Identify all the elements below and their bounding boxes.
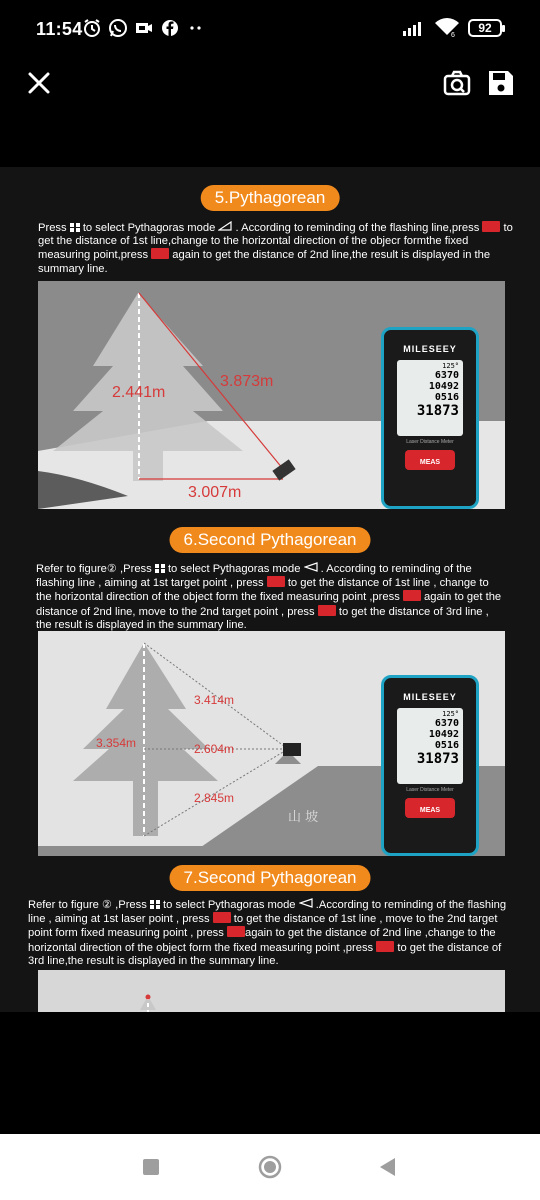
device-brand: MILESEEY bbox=[403, 692, 457, 702]
wifi-icon bbox=[434, 18, 460, 38]
whatsapp-icon bbox=[108, 18, 128, 38]
system-nav-bar bbox=[0, 1134, 540, 1200]
section-5-instructions: Press to select Pythagoras mode . According to reminding of the flashing line,press to get the distance of 1st line,change to the horizontal direction of the objecr formthe fixed measuring point,press again to get the distance of 2nd line,the result is displayed in the summary line. bbox=[38, 222, 513, 275]
section-7-instructions: Refer to figure ② ,Press to select Pythagoras mode .According to reminding of the flashing line , aiming at 1st laser point , press to get the distance of 1st line , move to the 2nd target point form fixed measuring point , press again to get the distance of 2nd line ,change to the horizontal direction of the object form the fixed measuring point ,press to get the distance of 3rd line,the result is displayed in the summary line. bbox=[28, 899, 507, 967]
meas-key-icon bbox=[227, 926, 245, 937]
section-title-pythagorean: 5.Pythagorean bbox=[201, 185, 340, 211]
triangle-mode-icon bbox=[304, 562, 318, 572]
meas-key-icon bbox=[403, 590, 421, 601]
triangle-mode-icon bbox=[299, 898, 313, 908]
status-bar bbox=[0, 0, 540, 60]
screen-record-icon bbox=[134, 18, 154, 38]
more-dots-icon bbox=[186, 18, 206, 38]
meas-key-icon bbox=[318, 605, 336, 616]
device-meas-key: MEAS bbox=[405, 798, 455, 818]
section-title-second-pythagorean: 6.Second Pythagorean bbox=[170, 527, 371, 553]
mode-key-icon bbox=[155, 564, 165, 573]
meas-key-icon bbox=[267, 576, 285, 587]
battery-icon bbox=[468, 19, 502, 37]
notification-icons bbox=[82, 18, 206, 38]
measure-label-2-441: 2.441m bbox=[112, 384, 166, 401]
figure-pythagorean bbox=[38, 281, 505, 509]
save-icon[interactable] bbox=[486, 68, 516, 98]
device-screen: 125° 6370 10492 0516 31873 bbox=[397, 708, 463, 784]
measure-label-2-604: 2.604m bbox=[194, 742, 235, 756]
signal-icon bbox=[402, 19, 426, 37]
meas-key-icon bbox=[482, 221, 500, 232]
measure-label-2-845: 2.845m bbox=[194, 791, 235, 805]
back-triangle-icon[interactable] bbox=[375, 1154, 401, 1180]
status-time: 11:54 bbox=[36, 19, 83, 39]
battery-level: 92 bbox=[478, 21, 492, 35]
viewer-toolbar bbox=[0, 60, 540, 110]
product-image[interactable] bbox=[0, 167, 540, 1012]
triangle-mode-icon bbox=[218, 221, 232, 231]
mode-key-icon bbox=[150, 900, 160, 909]
laser-meter-device bbox=[381, 327, 479, 509]
measure-label-3-414: 3.414m bbox=[194, 693, 235, 707]
device-brand: MILESEEY bbox=[403, 344, 457, 354]
measure-label-3-007: 3.007m bbox=[188, 484, 242, 501]
recents-square-icon[interactable] bbox=[138, 1154, 164, 1180]
figure-second-pythagorean bbox=[38, 631, 505, 856]
section-6-instructions: Refer to figure② ,Press to select Pythagoras mode . According to reminding of the flashing line , aiming at 1st target point , press to get the distance of 1st line , change to the horizontal direction of the object form the fixed measuring point ,press again to get the distance of 2nd line, move to the 2nd target point , press to get the distance of 3rd line , the result is displayed in the summary line. bbox=[36, 563, 502, 631]
device-meas-key: MEAS bbox=[405, 450, 455, 470]
svg-text:6: 6 bbox=[451, 32, 455, 38]
slope-label: 山 坡 bbox=[288, 810, 319, 825]
meas-key-icon bbox=[376, 941, 394, 952]
device-model: Laser Distance Meter bbox=[406, 439, 454, 445]
meas-key-icon bbox=[213, 912, 231, 923]
measure-label-3-354: 3.354m bbox=[96, 736, 137, 750]
mode-key-icon bbox=[70, 223, 80, 232]
measure-label-3-873: 3.873m bbox=[220, 373, 274, 390]
home-circle-icon[interactable] bbox=[257, 1154, 283, 1180]
status-right bbox=[402, 18, 502, 38]
device-model: Laser Distance Meter bbox=[406, 787, 454, 793]
camera-icon[interactable] bbox=[442, 68, 472, 98]
meas-key-icon bbox=[151, 248, 169, 259]
close-icon[interactable] bbox=[24, 68, 54, 98]
alarm-icon bbox=[82, 18, 102, 38]
section-title-second-pythagorean-7: 7.Second Pythagorean bbox=[170, 865, 371, 891]
device-screen: 125° 6370 10492 0516 31873 bbox=[397, 360, 463, 436]
facebook-icon bbox=[160, 18, 180, 38]
figure-second-pythagorean-7 bbox=[38, 970, 505, 1012]
laser-meter-device bbox=[381, 675, 479, 856]
